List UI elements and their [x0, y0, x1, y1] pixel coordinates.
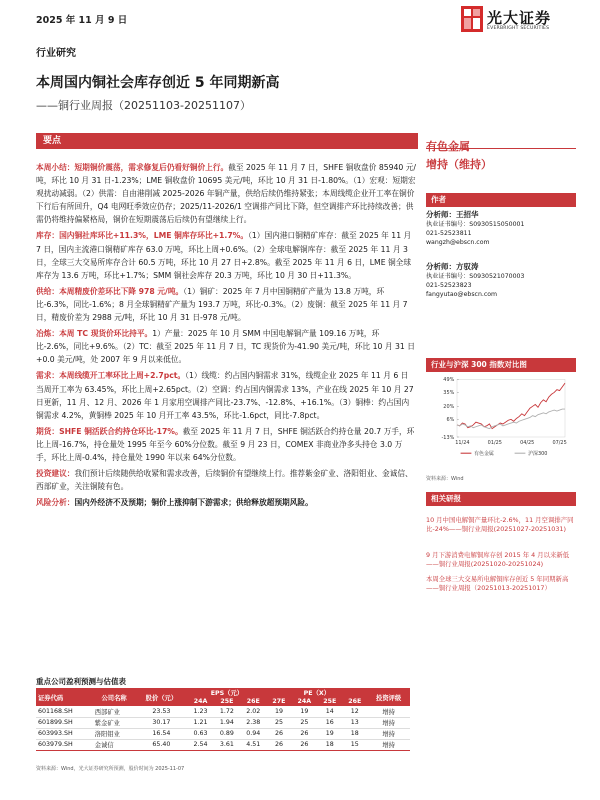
cell-eps: 0.63	[187, 728, 213, 739]
cell-eps: 1.94	[214, 717, 240, 728]
summary-paragraph	[36, 161, 416, 226]
report-title: 本周国内铜社会库存创近 5 年同期新高	[36, 75, 280, 91]
col-year: 25E	[317, 697, 342, 706]
summary-paragraph	[36, 327, 416, 366]
col-price: 股价（元）	[135, 688, 187, 706]
cell-pe: 18	[342, 728, 367, 739]
cell-pe: 25	[291, 717, 317, 728]
analyst-phone: 021-52523811	[426, 230, 472, 237]
col-name: 公司名称	[93, 688, 136, 706]
summary-paragraph	[36, 285, 416, 324]
cell-code: 601168.SH	[36, 706, 93, 717]
y-tick-label: -13%	[441, 434, 455, 441]
table-row	[36, 739, 410, 750]
paragraph-lead: 风险分析：	[36, 498, 75, 508]
related-report-3[interactable]: 本周全球三大交易所电解铜库存创近 5 年同期新高——铜行业周报（20251013-20251017）	[426, 575, 569, 592]
analyst-1	[426, 210, 578, 247]
table-row	[36, 728, 410, 739]
col-rating: 投资评级	[367, 688, 410, 706]
cell-eps: 1.72	[214, 706, 240, 717]
analyst-name: 分析师：方驭涛	[426, 262, 479, 271]
everbright-logo-icon	[461, 6, 483, 32]
cell-pe: 16	[317, 717, 342, 728]
paragraph-text: 我们预计后续随供给收紧和需求改善，后续铜价有望继续上行。推荐紫金矿业、洛阳钼业、金诚信、西部矿业，关注铜陵有色。	[36, 469, 413, 492]
plot-frame	[457, 379, 565, 437]
legend-label: 有色金属	[474, 451, 494, 457]
logo-text: 光大证券	[487, 9, 552, 27]
table-title: 重点公司盈利预测与估值表	[36, 677, 126, 686]
cell-pe: 15	[342, 739, 367, 750]
paragraph-text: （1）国内港口铜精矿库存：截至 2025 年 11 月 7 日，国内主流港口铜精矿库存 63.0 万吨，环比上周+0.6%。（2）全球电解铜库存：截至 2025 年 11 月 3 日，全球三大交易所库存合计 60.5 万吨，环比 10 月 27 日+2.8%。截至 2025 年 11 月 6 日，LME 铜全球库存为 13.6 万吨，环比+1.7%；SMM 铜社会库存 20.3 万吨，环比 10 月 30 日+11.3%。	[36, 231, 412, 280]
cell-name: 金诚信	[93, 739, 136, 750]
cell-price: 16.54	[135, 728, 187, 739]
cell-price: 65.40	[135, 739, 187, 750]
analyst-name: 分析师：王招华	[426, 210, 479, 219]
related-report-2[interactable]: 9 月下游消费电解铜库存创 2015 年 4 月以来新低——铜行业周报(20251020-20251024)	[426, 551, 570, 568]
paragraph-text: （1）铜矿：2025 年 7 月中国铜精矿产量为 13.8 万吨，环比-6.3%，同比-1.6%；8 月全球铜精矿产量为 193.7 万吨，环比-0.3%。（2）废铜：截至 2025 年 11 月 7 日，精废价差为 2988 元/吨，环比 10 月 31 日-978 元/吨。	[36, 286, 408, 323]
cell-pe: 19	[266, 706, 291, 717]
paragraph-highlight: 本周线缆开工率环比上周+2.7pct。	[59, 371, 186, 381]
cell-code: 603979.SH	[36, 739, 93, 750]
series-line	[457, 409, 565, 429]
cell-code: 601899.SH	[36, 717, 93, 728]
col-code: 证券代码	[36, 688, 93, 706]
related-report-1[interactable]: 10 月中国电解铜产量环比-2.6%，11 月空调排产同比-24%——铜行业周报(20251027-20251031)	[426, 516, 574, 533]
y-tick-label: 20%	[443, 404, 455, 411]
y-tick-label: 6%	[446, 417, 455, 424]
cell-pe: 14	[317, 706, 342, 717]
cell-rating: 增持	[367, 728, 410, 739]
paragraph-highlight: 国内铜社库环比+11.3%，LME 铜库存环比+1.7%。	[59, 231, 249, 241]
paragraph-text: 国内外经济不及预期；铜价上涨抑制下游需求；供给释放超预期风险。	[74, 498, 313, 508]
paragraph-lead: 需求：	[36, 371, 60, 381]
report-category: 行业研究	[36, 48, 76, 59]
x-tick-label: 11/24	[455, 440, 470, 447]
col-year: 24A	[187, 697, 213, 706]
cell-pe: 18	[317, 739, 342, 750]
summary-paragraph	[36, 369, 416, 421]
table-source: 资料来源：Wind，光大证券研究所预测，股价时间为 2025-11-07	[36, 766, 185, 772]
paragraph-text: （1）线缆：约占国内铜需求 31%，线缆企业 2025 年 11 月 6 日当周开工率为 63.45%，环比上周+2.65pct。（2）空调：约占国内铜需求 13%，产业在线 2025 年 10 月 27 日更新，11 月、12 月、2026 年 1 月家用空调排产同比-23.7%、-12.8%、+16.1%。（3）铜棒：约占国内铜需求 4.2%，黄铜棒 2025 年 10 月开工率 43.5%，环比-1.6pct，同比-7.8pct。	[36, 371, 414, 420]
paragraph-lead: 本周小结：	[36, 163, 75, 172]
paragraph-lead: 库存：	[36, 231, 60, 241]
cell-eps: 3.61	[214, 739, 240, 750]
summary-paragraph	[36, 425, 416, 464]
table-row	[36, 717, 410, 728]
paragraph-lead: 供给：	[36, 286, 60, 296]
cell-pe: 26	[291, 728, 317, 739]
paragraph-lead: 冶炼：	[36, 329, 60, 339]
paragraph-text: 截至 2025 年 11 月 7 日，SHFE 铜活跃合约持仓量 20.7 万手，环比上周-16.7%，持仓量处 1995 年至今 60%分位数。截至 9 月 23 日，COMEX 非商业净多头持仓 3.0 万手，环比上周-0.4%，持仓量处 1990 年以来 64%分位数。	[36, 426, 415, 462]
cell-pe: 26	[266, 728, 291, 739]
analyst-license: 执业证书编号：S0930515050001	[426, 221, 525, 228]
col-year: 25E	[214, 697, 240, 706]
company-logo	[461, 6, 591, 36]
summary-body	[36, 161, 416, 512]
earnings-table	[36, 688, 410, 751]
cell-name: 西部矿业	[93, 706, 136, 717]
paragraph-text: 截至 2025 年 11 月 7 日，SHFE 铜收盘价 85940 元/吨，环比 10 月 31 日-1.23%；LME 铜收盘价 10695 美元/吨，环比 10 月 31 日-1.80%。（1）宏观：短期宏观扰动减弱。（2）供需：自由港削减 2025-2026 年铜产量，供给后续仍维持紧张；本周线缆企业开工率在铜价下行后有所回升，Q4 电网旺季效应仍存；2025/11-2026/1 空调排产同比下降，但空调排产环比持续改善；供需仍将维持偏紧格局，铜价在短期震荡后后续仍有望继续上行。	[36, 163, 416, 225]
cell-eps: 0.89	[214, 728, 240, 739]
paragraph-lead: 投资建议：	[36, 469, 75, 479]
paragraph-highlight: 本周 TC 现货价环比持平。	[59, 329, 153, 339]
summary-paragraph	[36, 467, 416, 493]
table-row	[36, 706, 410, 717]
analyst-2	[426, 262, 578, 299]
paragraph-lead: 期货：	[36, 426, 60, 436]
cell-pe: 19	[317, 728, 342, 739]
cell-price: 23.53	[135, 706, 187, 717]
x-tick-label: 07/25	[552, 440, 567, 447]
series-line	[457, 383, 565, 429]
summary-paragraph	[36, 496, 416, 509]
report-subtitle: ——铜行业周报（20251103-20251107）	[36, 99, 251, 112]
summary-header: 要点	[36, 133, 418, 149]
cell-code: 603993.SH	[36, 728, 93, 739]
analyst-phone: 021-52523823	[426, 282, 472, 289]
x-tick-label: 04/25	[520, 440, 535, 447]
rating-value: 增持（维持）	[426, 158, 492, 171]
cell-eps: 4.51	[240, 739, 266, 750]
paragraph-text: 1）产量：2025 年 10 月 SMM 中国电解铜产量 109.16 万吨，环比-2.6%，同比+9.6%。（2）TC：截至 2025 年 11 月 7 日，TC 现货价为-41.90 美元/吨，环比 10 月 31 日+0.0 美元/吨，处 2007 年 9 月以来低位。	[36, 329, 415, 365]
cell-rating: 增持	[367, 706, 410, 717]
col-year: 24A	[291, 697, 317, 706]
analyst-email[interactable]: wangzh@ebscn.com	[426, 239, 490, 246]
rating-industry: 有色金属	[426, 140, 470, 153]
cell-pe: 26	[266, 739, 291, 750]
cell-pe: 26	[291, 739, 317, 750]
cell-eps: 2.38	[240, 717, 266, 728]
cell-rating: 增持	[367, 717, 410, 728]
cell-name: 紫金矿业	[93, 717, 136, 728]
col-year: 26E	[240, 697, 266, 706]
paragraph-highlight: SHFE 铜活跃合约持仓环比-17%。	[59, 426, 183, 436]
cell-eps: 1.23	[187, 706, 213, 717]
cell-pe: 13	[342, 717, 367, 728]
cell-eps: 2.54	[187, 739, 213, 750]
cell-pe: 19	[291, 706, 317, 717]
related-header: 相关研报	[426, 492, 576, 506]
y-tick-label: 49%	[443, 377, 455, 384]
paragraph-highlight: 本周精废价差环比下降 978 元/吨。	[59, 286, 184, 296]
x-tick-label: 01/25	[487, 440, 502, 447]
col-pe: PE（X）	[266, 688, 367, 697]
legend-label: 沪深300	[528, 451, 548, 457]
y-tick-label: 35%	[443, 390, 455, 397]
cell-eps: 2.02	[240, 706, 266, 717]
authors-header: 作者	[426, 193, 576, 207]
col-year: 27E	[266, 697, 291, 706]
paragraph-highlight: 短期铜价震荡，需求修复后仍看好铜价上行。	[74, 163, 229, 172]
chart-header: 行业与沪深 300 指数对比图	[426, 358, 576, 372]
cell-eps: 1.21	[187, 717, 213, 728]
cell-pe: 12	[342, 706, 367, 717]
index-comparison-chart	[426, 374, 578, 464]
analyst-email[interactable]: fangyutao@ebscn.com	[426, 291, 498, 298]
cell-eps: 0.94	[240, 728, 266, 739]
col-year: 26E	[342, 697, 367, 706]
summary-paragraph	[36, 229, 416, 281]
col-eps: EPS（元）	[187, 688, 266, 697]
cell-rating: 增持	[367, 739, 410, 750]
report-date: 2025 年 11 月 9 日	[36, 15, 128, 26]
analyst-license: 执业证书编号：S0930521070003	[426, 273, 525, 280]
cell-pe: 25	[266, 717, 291, 728]
cell-price: 30.17	[135, 717, 187, 728]
logo-text-en: EVERBRIGHT SECURITIES	[487, 26, 550, 31]
cell-name: 洛阳钼业	[93, 728, 136, 739]
chart-source: 资料来源：Wind	[426, 476, 464, 482]
